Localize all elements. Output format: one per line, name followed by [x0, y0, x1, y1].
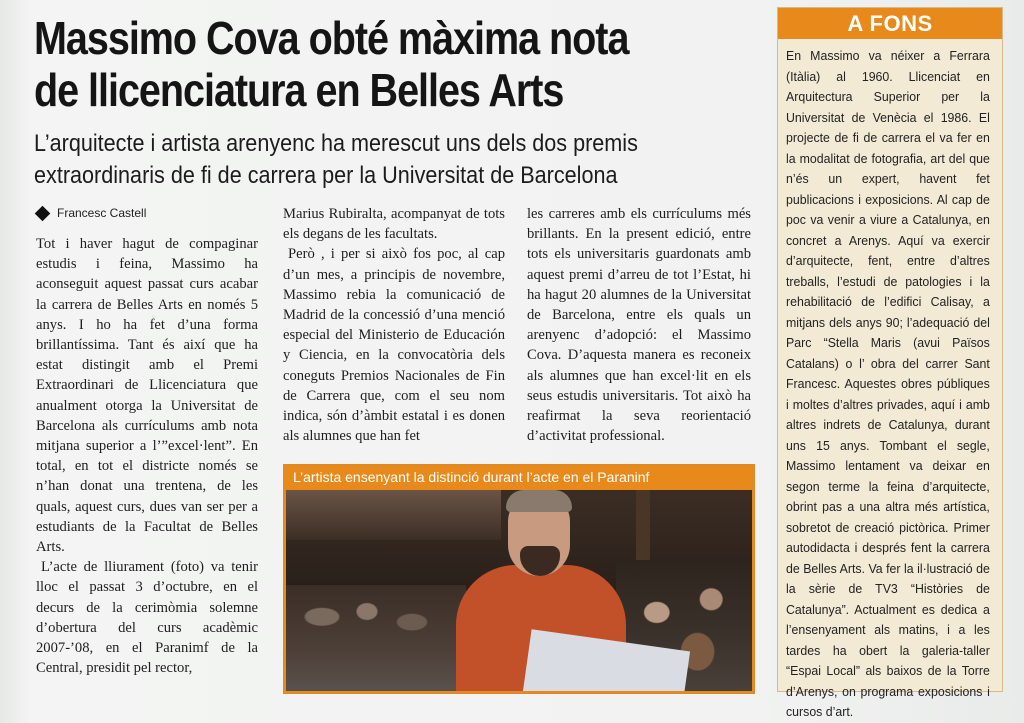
paragraph: Però , i per si això fos poc, al cap d’un mes, a principis de novembre, Massimo rebia la comunicació de Madrid de la concessió d’una menció especial del Ministerio de Educación y Ciencia, en la convocatòria dels coneguts Premios Nacionales de Fin de Carrera que, com el seu nom indica, són d’àmbit estatal i es donen als alumnes que han fet	[283, 246, 505, 445]
paragraph: L’acte de lliurament (foto) va tenir lloc el passat 3 d’octubre, en el decurs de la cerimòmia solemne d’obertura del curs acadèmic 2007-’08, en el Paranimf de la Central, presidit pel rector,	[36, 559, 258, 677]
article-subheadline	[34, 128, 718, 192]
headline-line-2: de llicenciatura en Belles Arts	[34, 64, 564, 116]
article-column-1	[36, 234, 258, 702]
photo-man-hair	[506, 490, 572, 512]
article-column-2	[283, 204, 505, 462]
sidebar-title: A FONS	[778, 8, 1002, 39]
sidebar-box-a-fons	[777, 7, 1003, 719]
subheadline-line-1: L’arquitecte i artista arenyenc ha merescut uns dels dos premis	[34, 130, 638, 157]
article-photo-figure	[283, 464, 755, 694]
paragraph: Marius Rubiralta, acompanyat de tots els degans de les facultats.	[283, 206, 505, 243]
diamond-bullet-icon	[35, 205, 51, 221]
article-photo	[286, 490, 752, 691]
paragraph: Tot i haver hagut de compaginar estudis i feina, Massimo ha aconseguit aquest passat curs acabar la carrera de Belles Arts en només 5 anys. I ho ha fet d’una forma brillantíssima. Tant és així que ha estat distingit amb el Premi Extraordinari de Llicenciatura que anualment otorga la Universitat de Barcelona als currículums amb nota mitjana superior a l’”excel·lent”. En total, en tot el districte només se n’han donat una trentena, de les quals, aquest curs, dues van ser per a estudiants de la Facultat de Belles Arts.	[36, 236, 258, 556]
photo-caption: L’artista ensenyant la distinció durant l’acte en el Paraninf	[284, 465, 754, 490]
photo-ceiling	[286, 490, 501, 540]
author-name: Francesc Castell	[57, 206, 147, 220]
byline	[34, 206, 146, 220]
photo-audience-left	[286, 585, 466, 691]
article-column-3	[527, 204, 751, 462]
paragraph: les carreres amb els currículums més brillants. En la present edició, entre tots els universitaris guardonats amb aquest premi d’arreu de tot l’Estat, hi ha hagut 20 alumnes de la Universitat de Barcelona, entre els quals un arenyenc d’adopció: el Massimo Cova. D’aquesta manera es reconeix als alumnes que han excel·lit en els seus estudis universitaris. Tot això ha reafirmat la seva reorientació d’activitat professional.	[527, 206, 751, 445]
subheadline-line-2: extraordinaris de fi de carrera per la Universitat de Barcelona	[34, 162, 618, 189]
headline-line-1: Massimo Cova obté màxima nota	[34, 12, 629, 64]
article-headline	[34, 12, 653, 116]
sidebar-text: En Massimo va néixer a Ferrara (Itàlia) al 1960. Llicenciat en Arquitectura Superior per la Universitat de Venècia el 1986. El projecte de fi de carrera el va fer en la modalitat de fotografia, art del que n’és un expert, havent fet publicacions i exposicions. Al cap de poc va venir a viure a Catalunya, en concret a Arenys. Aquí va exercir d’arquitecte, fent, entre d’altres treballs, l’estudi de patologies i la rehabilitació de l’edifici Calisay, a mitjans dels anys 90; l’adequació del Parc “Stella Maris (avui Països Catalans) o l’ obra del carrer Sant Francesc. Aquestes obres públiques i moltes d’altres privades, aquí i amb altres indrets de Catalunya, durant uns 15 anys. Tombant el segle, Massimo lentament va deixar en segon terme la feina d’arquitecte, obrint pas a una altra més artística, sobretot de creació pictòrica. Primer autodidacta i després fent la carrera de Belles Arts. Va fer la il·lustració de la sèrie de TV3 “Històries de Catalunya”. Actualment es dedica a l’ensenyament als matins, i a les tardes ha obert la galeria-taller “Espai Local” als baixos de la Torre d’Arenys, on programa exposicions i cursos d’art.	[786, 49, 990, 719]
